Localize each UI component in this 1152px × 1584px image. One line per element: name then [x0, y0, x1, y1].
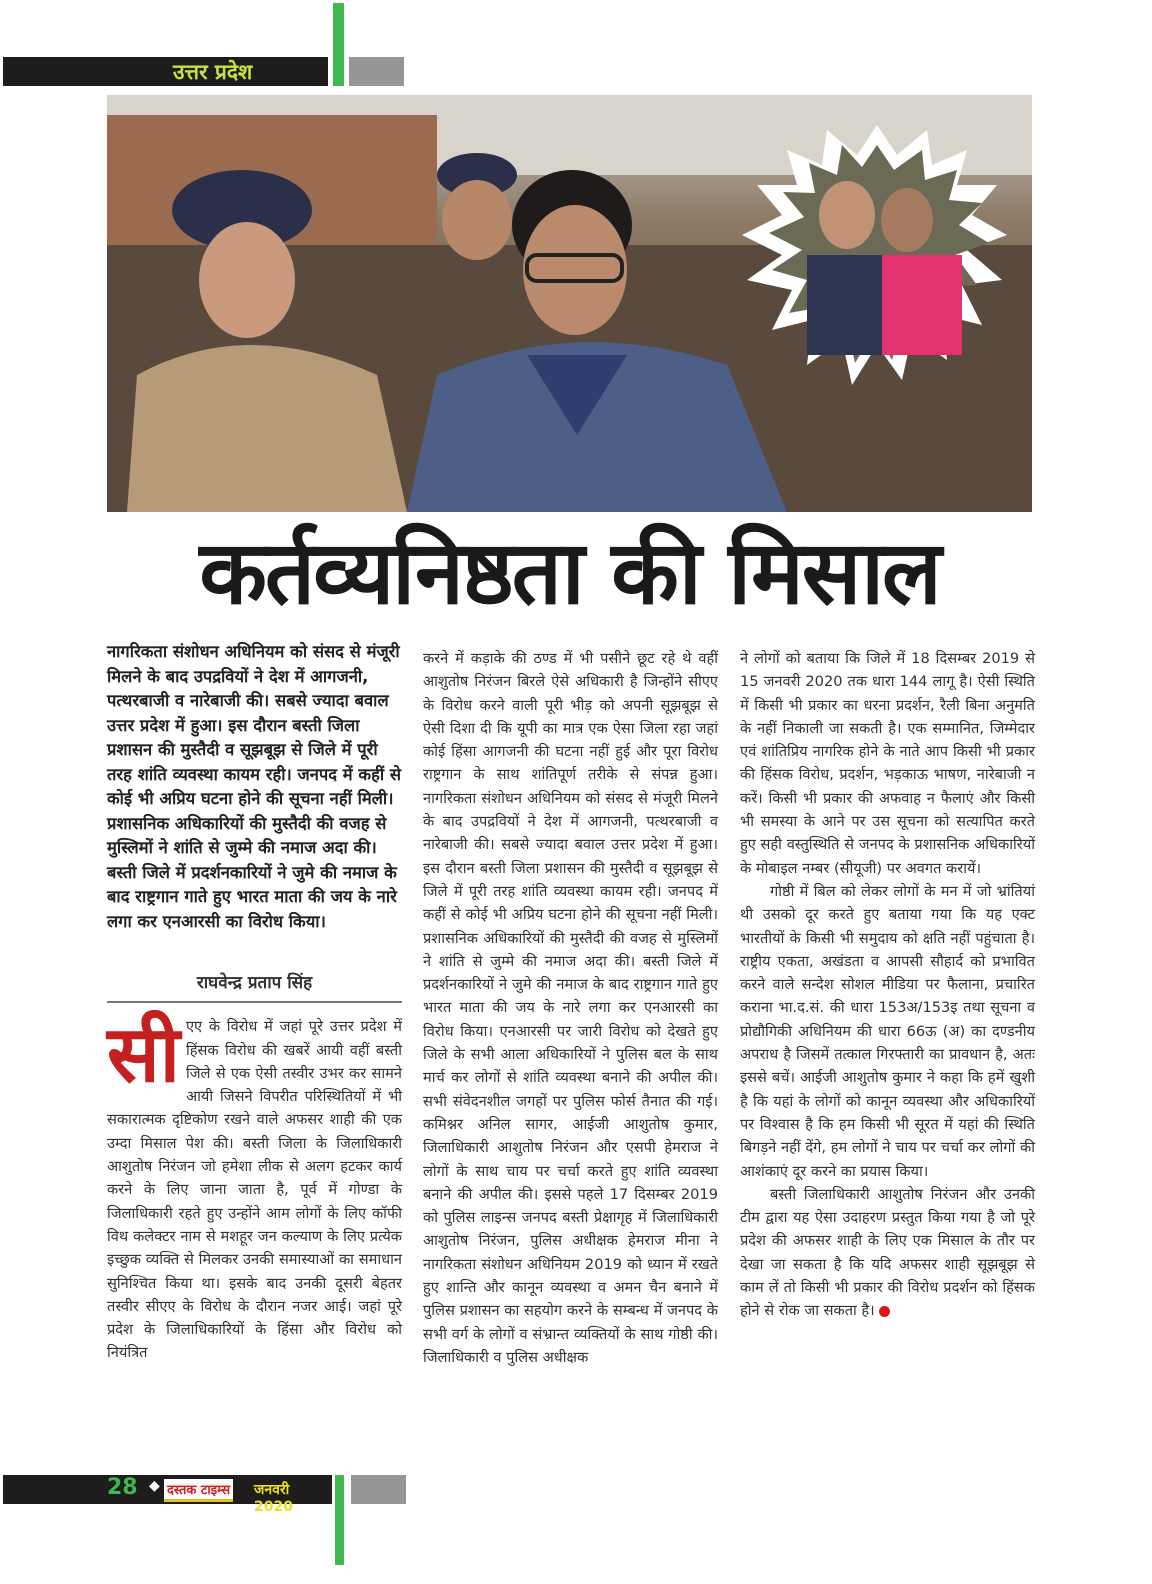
article-column-3 — [740, 647, 1035, 1323]
green-accent-bar — [335, 1475, 344, 1565]
body-text: बस्ती जिलाधिकारी आशुतोष निरंजन और उनकी टीम द्वारा यह ऐसा उदाहरण प्रस्तुत किया गया है जो पूरे प्रदेश की अफसर शाही के लिए एक मिसाल के तौर पर देखा जा सकता है कि यदि अफसर शाही सूझबूझ से काम लें तो किसी भी प्रकार की विरोध प्रदर्शन को हिंसक होने से रोक जा सकता है। — [740, 1185, 1035, 1320]
body-paragraph-final — [740, 1183, 1035, 1323]
body-text: एए के विरोध में जहां पूरे उत्तर प्रदेश में हिंसक विरोध की खबरें आयी वहीं बस्ती जिले से एक ऐसी तस्वीर उभर कर सामने आयी जिसने विपरीत परिस्थितियों में भी सकारात्मक दृष्टिकोण रखने वाले अफसर शाही की एक उम्दा मिसाल पेश की। बस्ती जिला के जिलाधिकारी आशुतोष निरंजन जो हमेशा लीक से अलग हटकर कार्य करने के लिए जाना जाता है, पूर्व में गोण्डा के जिलाधिकारी रहते हुए उन्होंने आम लोगों के लिए कॉफी विथ कलेक्टर नाम से मशहूर जन कल्याण के लिए प्रत्येक इच्छुक व्यक्ति से मिलकर उनकी समास्याओं का समाधान सुनिश्चित किया था। इसके बाद उनकी दूसरी बेहतर तस्वीर सीएए के विरोध के दौरान नजर आई। जहां पूरे प्रदेश के जिलाधिकारियों के हिंसा और विरोध को नियंत्रित — [107, 1018, 402, 1362]
article-lead: नागरिकता संशोधन अधिनियम को संसद से मंजूरी मिलने के बाद उपद्रवियों ने देश में आगजनी, पत्थरबाजी व नारेबाजी की। सबसे ज्यादा बवाल उत्तर प्रदेश में हुआ। इस दौरान बस्ती जिला प्रशासन की मुस्तैदी व सूझबूझ से जिले में पूरी तरह शांति व्यवस्था कायम रही। जनपद में कहीं से कोई भी अप्रिय घटना होने की सूचना नहीं मिली। प्रशासनिक अधिकारियों की मुस्तैदी की वजह से मुस्लिमों ने शांति से जुम्मे की नमाज अदा की। बस्ती जिले में प्रदर्शनकारियों ने जुमे की नमाज के बाद राष्ट्रगान गाते हुए भारत माता की जय के नारे लगा कर एनआरसी का विरोध किया। — [107, 642, 402, 931]
end-mark-icon — [879, 1306, 890, 1317]
article-column-1 — [107, 640, 402, 1365]
section-title: उत्तर प्रदेश — [173, 60, 253, 84]
body-paragraph: करने में कड़ाके की ठण्ड में भी पसीने छूट रहे थे वहीं आशुतोष निरंजन बिरले ऐसे अधिकारी है जिन्होंने सीएए के विरोध करने वाली पूरी भीड़ को अपनी सूझबूझ से ऐसी दिशा दी कि यूपी का मात्र एक ऐसा जिला रहा जहां कोई हिंसा आगजनी की घटना नहीं हुई और पूरा विरोध राष्ट्रगान के साथ शांतिपूर्ण तरीके से संपन्न हुआ। नागरिकता संशोधन अधिनियम को संसद से मंजूरी मिलने के बाद उपद्रवियों ने देश में आगजनी, पत्थरबाजी व नारेबाजी की। सबसे ज्यादा बवाल उत्तर प्रदेश में हुआ। इस दौरान बस्ती जिला प्रशासन की मुस्तैदी व सूझबूझ से जिले में पूरी तरह शांति व्यवस्था कायम रही। जनपद में कहीं से कोई भी अप्रिय घटना होने की सूचना नहीं मिली। प्रशासनिक अधिकारियों की मुस्तैदी की वजह से मुस्लिमों ने शांति से जुम्मे की नमाज अदा की। बस्ती जिले में प्रदर्शनकारियों ने जुमे की नमाज के बाद राष्ट्रगान गाते हुए भारत माता की जय के नारे लगा कर एनआरसी का विरोध किया। एनआरसी पर जारी विरोध को देखते हुए जिले के सभी आला अधिकारियों ने पुलिस बल के साथ मार्च कर लोगों से शांति व्यवस्था बनाने की अपील की। सभी संवेदनशील जगहों पर पुलिस फोर्स तैनात की गई। कमिश्नर अनिल सागर, आईजी आशुतोष कुमार, जिलाधिकारी आशुतोष निरंजन और एसपी हेमराज ने लोगों के साथ चाय पर चर्चा करते हुए शांति व्यवस्था बनाने की अपील की। इससे पहले 17 दिसम्बर 2019 को पुलिस लाइन्स जनपद बस्ती प्रेक्षागृह में जिलाधिकारी आशुतोष निरंजन, पुलिस अधीक्षक हेमराज मीना ने नागरिकता संशोधन अधिनियम 2019 को ध्यान में रखते हुए शान्ति और कानून व्यवस्था व अमन चैन बनाने में पुलिस प्रशासन का सहयोग करने के सम्बन्ध में जनपद के सभी वर्ग के लोगों व संभ्रान्त व्यक्तियों के साथ गोष्ठी की। जिलाधिकारी व पुलिस अधीक्षक — [423, 650, 718, 1366]
section-header-bar — [3, 57, 328, 86]
article-headline: कर्तव्यनिष्ठता की मिसाल — [199, 521, 940, 624]
article-photo — [107, 95, 1032, 512]
drop-cap: सी — [107, 1010, 180, 1101]
body-paragraph — [107, 1010, 402, 1364]
bullet-icon: ◆ — [149, 1478, 160, 1494]
article-column-2 — [423, 647, 718, 1369]
green-accent-bar — [333, 3, 344, 86]
photo-illustration — [107, 95, 1032, 512]
gray-accent-box — [349, 57, 404, 86]
author-byline: राघवेन्द्र प्रताप सिंह — [107, 972, 402, 1003]
body-paragraph: गोष्ठी में बिल को लेकर लोगों के मन में जो भ्रांतियां थी उसको दूर करते हुए बताया गया कि यह एक्ट भारतीयों के किसी भी समुदाय को क्षति नहीं पहुंचाता है। राष्ट्रीय एकता, अखंडता व आपसी सौहार्द को प्रभावित करने वाले सन्देश सोशल मीडिया पर फैलाना, प्रचारित कराना भा.द.सं. की धारा 153अ/153इ तथा सूचना व प्रोद्यौगिकी अधिनियम की धारा 66ऊ (अ) का दण्डनीय अपराध है जिसमें तत्काल गिरफ्तारी का प्रावधान है, अतः इससे बचें। आईजी आशुतोष कुमार ने कहा कि हमें खुशी है कि यहां के लोगों को कानून व्यवस्था और अधिकारियों पर विश्वास है कि हम किसी भी सूरत में यहां की स्थिति बिगड़ने नहीं देंगे, हम लोगों ने चाय पर चर्चा कर लोगों की आशंकाएं दूर करने का प्रयास किया। — [740, 882, 1035, 1180]
magazine-logo: दस्तक टाइम्स — [164, 1479, 233, 1502]
page-number: 28 — [107, 1475, 138, 1500]
issue-date: जनवरी 2020 — [254, 1482, 293, 1515]
gray-accent-box — [351, 1475, 406, 1504]
footer-bar — [3, 1475, 332, 1515]
body-paragraph: ने लोगों को बताया कि जिले में 18 दिसम्बर 2019 से 15 जनवरी 2020 तक धारा 144 लागू है। ऐसी स्थिति में किसी भी प्रकार का धरना प्रदर्शन, रैली बिना अनुमति के नहीं निकाली जा सकती है। एक सम्मानित, जिम्मेदार एवं शांतिप्रिय नागरिक होने के नाते आप किसी भी प्रकार की हिंसक विरोध, प्रदर्शन, भड़काऊ भाषण, नारेबाजी न करें। किसी भी प्रकार की अफवाह न फैलाएं और किसी भी समस्या के आने पर उस सूचना को सत्यापित करते हुए सही वस्तुस्थिति से जनपद के प्रशासनिक अधिकारियों के मोबाइल नम्बर (सीयूजी) पर अवगत करायें। — [740, 650, 1035, 877]
